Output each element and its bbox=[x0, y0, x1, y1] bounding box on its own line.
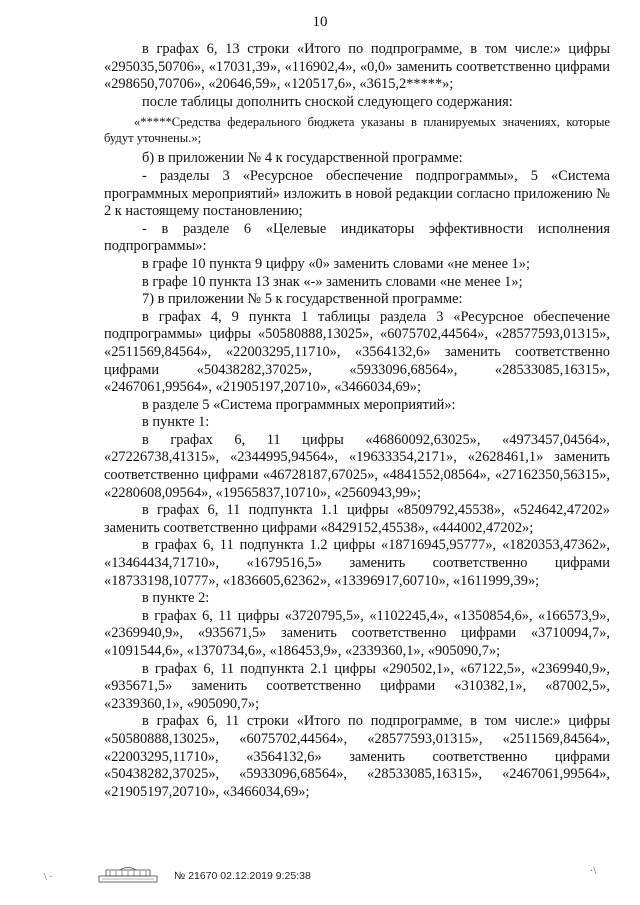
paragraph-point-2: в пункте 2: bbox=[142, 590, 210, 607]
paragraph-appendix-4: б) в приложении № 4 к государственной программе: bbox=[142, 150, 463, 167]
paragraph-section-6: - в разделе 6 «Целевые индикаторы эффективности исполнения подпрограммы»: bbox=[104, 220, 610, 255]
paragraph-itogo-1: в графах 6, 13 строки «Итого по подпрограмме, в том числе:» цифры «295035,50706», «17031,39», «116902,4», «0,0» заменить соответственно цифрами «298650,70706», «20646,59», «120517,6», «3615,2*****»; bbox=[104, 41, 610, 93]
paragraph-point-1: в пункте 1: bbox=[142, 414, 210, 431]
paragraph-sections-3-5: - разделы 3 «Ресурсное обеспечение подпрограммы», 5 «Система программных мероприятий» изложить в новой редакции согласно приложению № 2 к настоящему постановлению; bbox=[104, 167, 610, 220]
paragraph-footnote: «*****Средства федерального бюджета указаны в планируемых значениях, которые будут уточнены.»; bbox=[104, 115, 610, 146]
paragraph-subpoint-1-1: в графах 6, 11 подпункта 1.1 цифры «8509792,45538», «524642,47202» заменить соответственно цифрами «8429152,45538», «444002,47202»; bbox=[104, 502, 610, 536]
paragraph-appendix-5: 7) в приложении № 5 к государственной программе: bbox=[142, 291, 463, 308]
paragraph-section-3-table: в графах 4, 9 пункта 1 таблицы раздела 3 «Ресурсное обеспечение подпрограммы» цифры «50580888,13025», «6075702,44564», «28577593,01315», «2511569,84564», «22003295,11710», «3564132,6» заменить соответственно цифрами «50438282,37025», «5933096,68564», «28533085,16315», «2467061,99564», «21905197,20710», «3466034,69»; bbox=[104, 308, 610, 396]
page-number: 10 bbox=[312, 14, 328, 30]
scan-mark-left: \ · bbox=[44, 872, 53, 883]
document-footer bbox=[84, 866, 344, 886]
paragraph-itogo-2: в графах 6, 11 строки «Итого по подпрограмме, в том числе:» цифры «50580888,13025», «6075702,44564», «28577593,01315», «2511569,84564», «22003295,11710», «3564132,6» заменить соответственно цифрами «50438282,37025», «5933096,68564», «28533085,16315», «2467061,99564», «21905197,20710», «3466034,69»; bbox=[104, 713, 610, 800]
paragraph-footnote-intro: после таблицы дополнить сноской следующего содержания: bbox=[142, 93, 513, 110]
paragraph-subpoint-1-2: в графах 6, 11 подпункта 1.2 цифры «18716945,95777», «1820353,47362», «13464434,71710», «1679516,5» заменить соответственно цифрами «18733198,10777», «1836605,62362», «13396917,60710», «1611999,39»; bbox=[104, 537, 610, 589]
document-body bbox=[104, 41, 610, 801]
government-printing-stamp-icon bbox=[98, 866, 158, 884]
document-registration-stamp: № 21670 02.12.2019 9:25:38 bbox=[174, 870, 311, 882]
paragraph-point-1-figures: в графах 6, 11 цифры «46860092,63025», «4973457,04564», «27226738,41315», «2344995,94564», «19633354,2171», «2628461,1» заменить соответственно цифрами «46728187,67025», «4841552,08564», «27162350,56315», «2280608,09564», «19565837,10710», «2560943,99»; bbox=[104, 431, 610, 501]
paragraph-item-13: в графе 10 пункта 13 знак «-» заменить словами «не менее 1»; bbox=[142, 273, 523, 290]
paragraph-subpoint-2-1: в графах 6, 11 подпункта 2.1 цифры «290502,1», «67122,5», «2369940,9», «935671,5» заменить соответственно цифрами «310382,1», «87002,5», «2339360,1», «905090,7»; bbox=[104, 660, 610, 712]
paragraph-item-9: в графе 10 пункта 9 цифру «0» заменить словами «не менее 1»; bbox=[142, 255, 530, 272]
scan-mark-right: ·\ bbox=[590, 866, 597, 877]
paragraph-section-5: в разделе 5 «Система программных мероприятий»: bbox=[142, 396, 456, 413]
paragraph-point-2-figures: в графах 6, 11 цифры «3720795,5», «1102245,4», «1350854,6», «166573,9», «2369940,9», «935671,5» заменить соответственно цифрами «3710094,7», «1091544,6», «1370734,6», «186453,9», «2339360,1», «905090,7»; bbox=[104, 607, 610, 659]
